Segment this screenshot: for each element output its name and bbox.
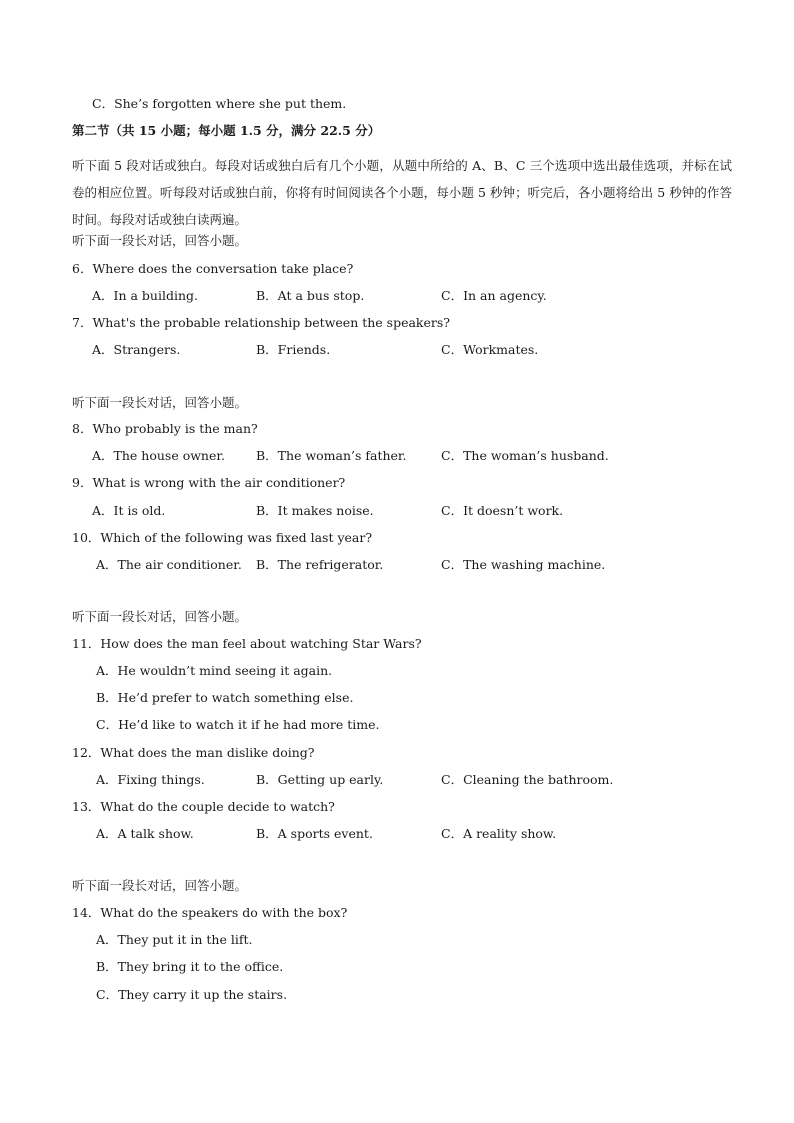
q14-option-a: A．They put it in the lift. bbox=[96, 932, 253, 947]
section2-heading: 第二节（共 15 小题；每小题 1.5 分，满分 22.5 分） bbox=[72, 123, 381, 138]
group3-instruction: 听下面一段长对话，回答小题。 bbox=[72, 609, 248, 624]
q5-option-c: C．She’s forgotten where she put them. bbox=[92, 96, 347, 111]
q8-option-a: A．The house owner. bbox=[92, 448, 225, 463]
q13-option-c: C．A reality show. bbox=[441, 826, 557, 841]
q12-option-b: B．Getting up early. bbox=[256, 772, 384, 787]
q14-option-b: B．They bring it to the office. bbox=[96, 959, 284, 974]
q7-stem: 7．What's the probable relationship between the speakers? bbox=[72, 315, 450, 330]
group2-instruction: 听下面一段长对话，回答小题。 bbox=[72, 395, 248, 410]
q12-option-a: A．Fixing things. bbox=[96, 772, 205, 787]
q11-stem: 11．How does the man feel about watching Star Wars? bbox=[72, 636, 422, 651]
q10-option-c: C．The washing machine. bbox=[441, 557, 606, 572]
q8-option-b: B．The woman’s father. bbox=[256, 448, 407, 463]
q6-option-c: C．In an agency. bbox=[441, 288, 547, 303]
q11-option-a: A．He wouldn’t mind seeing it again. bbox=[96, 663, 333, 678]
q7-option-b: B．Friends. bbox=[256, 342, 331, 357]
q6-option-b: B．At a bus stop. bbox=[256, 288, 365, 303]
group4-instruction: 听下面一段长对话，回答小题。 bbox=[72, 878, 248, 893]
group1-instruction: 听下面一段长对话，回答小题。 bbox=[72, 233, 248, 248]
q9-option-b: B．It makes noise. bbox=[256, 503, 374, 518]
q9-stem: 9．What is wrong with the air conditioner? bbox=[72, 475, 346, 490]
q6-option-a: A．In a building. bbox=[92, 288, 198, 303]
q9-option-a: A．It is old. bbox=[92, 503, 166, 518]
q14-stem: 14．What do the speakers do with the box? bbox=[72, 905, 348, 920]
q8-stem: 8．Who probably is the man? bbox=[72, 421, 258, 436]
q10-option-a: A．The air conditioner. bbox=[96, 557, 242, 572]
q10-stem: 10．Which of the following was fixed last year? bbox=[72, 530, 373, 545]
q12-option-c: C．Cleaning the bathroom. bbox=[441, 772, 614, 787]
q10-option-b: B．The refrigerator. bbox=[256, 557, 384, 572]
q13-option-a: A．A talk show. bbox=[96, 826, 194, 841]
q11-option-b: B．He’d prefer to watch something else. bbox=[96, 690, 354, 705]
q14-option-c: C．They carry it up the stairs. bbox=[96, 987, 288, 1002]
q13-option-b: B．A sports event. bbox=[256, 826, 373, 841]
q6-stem: 6．Where does the conversation take place? bbox=[72, 261, 354, 276]
q13-stem: 13．What do the couple decide to watch? bbox=[72, 799, 335, 814]
q12-stem: 12．What does the man dislike doing? bbox=[72, 745, 315, 760]
q8-option-c: C．The woman’s husband. bbox=[441, 448, 609, 463]
q11-option-c: C．He’d like to watch it if he had more time. bbox=[96, 717, 380, 732]
q7-option-c: C．Workmates. bbox=[441, 342, 539, 357]
q9-option-c: C．It doesn’t work. bbox=[441, 503, 564, 518]
section2-intro: 听下面 5 段对话或独白。每段对话或独白后有几个小题，从题中所给的 A、B、C 三个选项中选出最佳选项，并标在试卷的相应位置。听每段对话或独白前，你将有时间阅读各个小题，每小题 5 秒钟；听完后，各小题将给出 5 秒钟的作答时间。每段对话或独白读两遍。 bbox=[72, 158, 732, 227]
q7-option-a: A．Strangers. bbox=[92, 342, 181, 357]
